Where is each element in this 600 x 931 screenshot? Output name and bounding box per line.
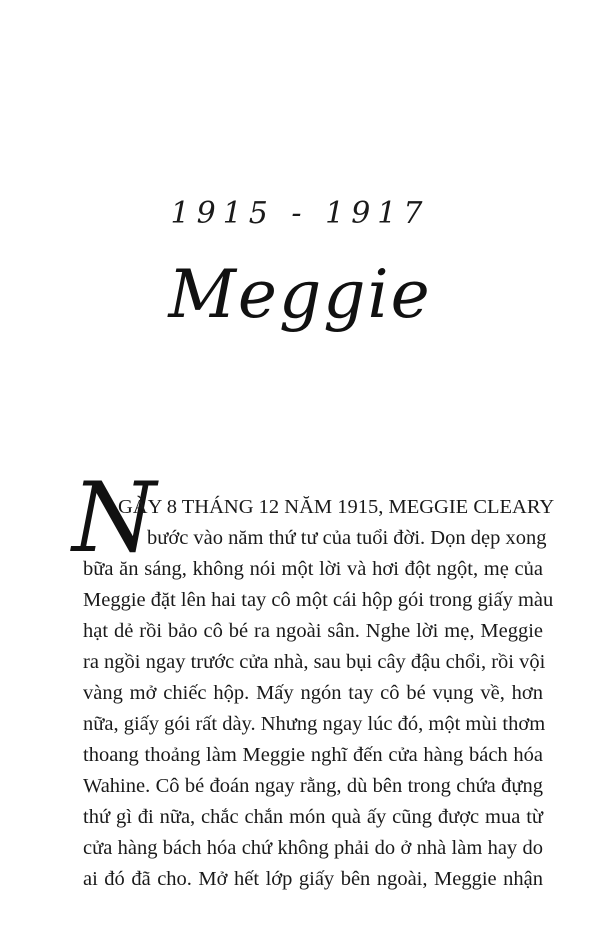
body-line-4: Meggie đặt lên hai tay cô một cái hộp gói trong giấy màu xyxy=(83,589,554,611)
body-line-6: ra ngồi ngay trước cửa nhà, sau bụi cây đậu chổi, rồi vội xyxy=(83,651,546,673)
body-line-11: thứ gì đi nữa, chắc chắn món quà ấy cũng được mua từ xyxy=(83,806,543,828)
body-line-9: thoang thoảng làm Meggie nghĩ đến cửa hàng bách hóa xyxy=(83,744,543,766)
body-line-7: vàng mở chiếc hộp. Mấy ngón tay cô bé vụng về, hơn xyxy=(83,682,543,704)
chapter-title: Meggie xyxy=(168,256,432,333)
body-line-10: Wahine. Cô bé đoán ngay rằng, dù bên trong chứa đựng xyxy=(83,775,543,797)
body-line-5: hạt dẻ rồi bảo cô bé ra ngoài sân. Nghe lời mẹ, Meggie xyxy=(83,620,543,642)
drop-cap: N xyxy=(72,462,156,574)
body-line-12: cửa hàng bách hóa chứ không phải do ở nhà làm hay do xyxy=(83,837,543,859)
body-line-1: GÀY 8 THÁNG 12 NĂM 1915, MEGGIE CLEARY xyxy=(118,496,555,518)
body-line-2: bước vào năm thứ tư của tuổi đời. Dọn dẹp xong xyxy=(147,527,547,549)
body-line-3: bữa ăn sáng, không nói một lời và hơi đột ngột, mẹ của xyxy=(83,558,543,580)
chapter-years: 1915 - 1917 xyxy=(170,196,430,231)
body-line-8: nữa, giấy gói rất dày. Nhưng ngay lúc đó, một mùi thơm xyxy=(83,713,546,735)
body-line-13: ai đó đã cho. Mở hết lớp giấy bên ngoài, Meggie nhận xyxy=(83,868,543,890)
